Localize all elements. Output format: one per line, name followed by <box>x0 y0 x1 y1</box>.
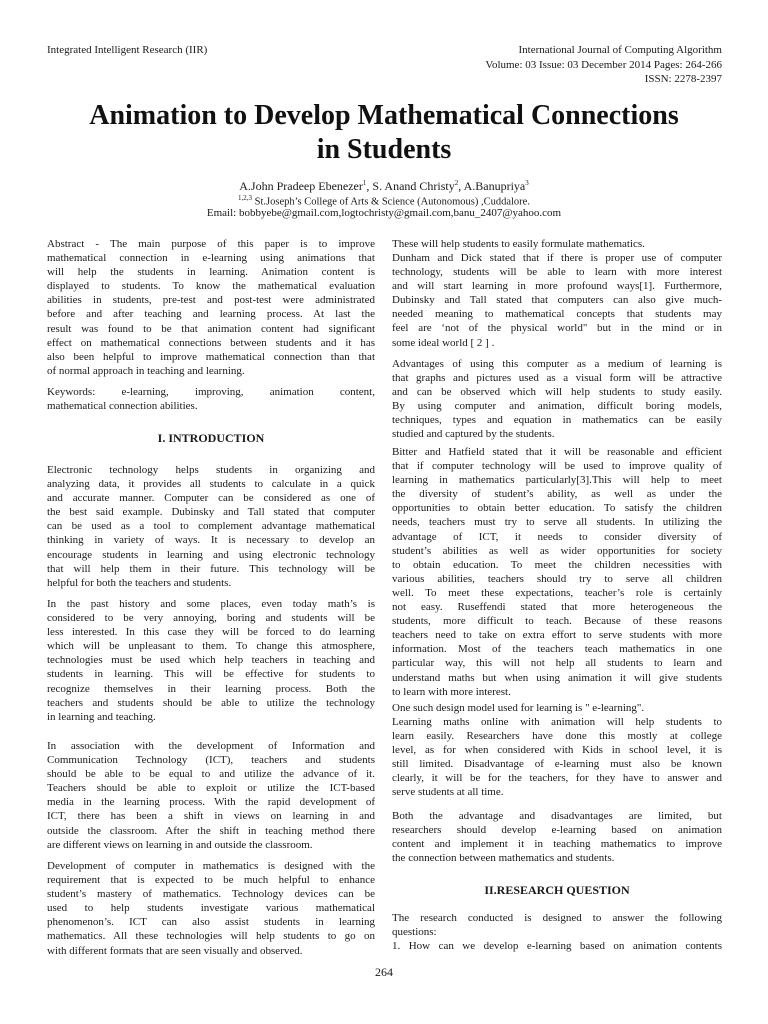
text-line: will help the students in learning. Animation content is <box>47 266 375 279</box>
text-line: student’s abilities as well as wider opportunities for society <box>392 544 722 557</box>
text-line: with different formats that are seen visually and observed. <box>47 944 303 957</box>
text-line: should be able to be equal to and utilize the advance of it. <box>47 768 375 781</box>
text-line: considered to be very annoying, boring and students will be <box>47 612 375 625</box>
affiliation-text: St.Joseph’s College of Arts & Science (Autonomous) ,Cuddalore. <box>252 196 530 208</box>
section-heading-research-question: II.RESEARCH QUESTION <box>484 883 630 897</box>
text-line: before and after teaching and learning process. At last the <box>47 308 375 321</box>
text-line: By using computer and animation, difficult boring models, <box>392 400 722 413</box>
text-line: Both the advantage and disadvantages are limited, but <box>392 810 722 822</box>
text-line: students in learning. This will be effective for students to <box>47 668 375 681</box>
text-line: and accurate manner. Computer can be considered as one of <box>47 492 375 505</box>
text-line: well. To meet these expectations, teacher’s role is certainly <box>392 586 722 599</box>
author-1: A.John Pradeep Ebenezer <box>239 179 363 193</box>
journal-name: International Journal of Computing Algorithm <box>518 44 722 56</box>
text-line: requirement that is expected to be much helpful to enhance <box>47 874 375 887</box>
text-line: the best said example. Dubinsky and Tall stated that computer <box>47 506 375 519</box>
paragraph <box>392 251 722 350</box>
text-line: to obtain education. To meet the children necessities with <box>392 558 722 571</box>
text-line: ICT, there has been a shift in views on learning in and <box>47 810 375 823</box>
text-line: opportunities to obtain better education. To satisfy the children <box>392 502 722 515</box>
paragraph <box>392 445 722 699</box>
author-3-sup: 3 <box>525 179 529 187</box>
paragraph <box>47 859 375 958</box>
text-line: particular way, this will not help all students to learn and <box>392 657 722 670</box>
text-line: Keywords: e-learning, improving, animation content, <box>47 386 375 398</box>
paragraph <box>392 237 722 251</box>
paragraph <box>392 357 722 442</box>
paper-title <box>0 99 768 167</box>
text-line: the connection between mathematics and students. <box>392 852 615 865</box>
text-line: of normal approach in teaching and learning. <box>47 364 245 377</box>
text-line: needed meaning to mathematical concepts that students may <box>392 308 722 321</box>
text-line: the diversity of student’s ability, as well as under the <box>392 488 722 501</box>
text-line: can be used as a tool to complement advantage mathematical <box>47 520 375 533</box>
text-line: studied and captured by the students. <box>392 428 555 441</box>
text-line: media in the learning process. With the rapid development of <box>47 796 375 809</box>
text-line: in learning and teaching. <box>47 710 156 723</box>
text-line: that will help them in their future. This technology will be <box>47 562 375 575</box>
paragraph <box>392 715 722 800</box>
text-line: Teachers should be able to exploit or utilize the ICT-based <box>47 782 375 795</box>
running-header-left: Integrated Intelligent Research (IIR) <box>47 44 208 56</box>
text-line: students, more difficult to teach. Because of these reasons <box>392 615 722 628</box>
text-line: student’s mastery of mathematics. Technology devices can be <box>47 888 375 901</box>
text-line: outside the classroom. After the shift in teaching method there <box>47 824 375 837</box>
page-number: 264 <box>375 965 393 979</box>
text-line: analyzing data, it provides all students to calculate in a quick <box>47 478 375 491</box>
keywords <box>47 385 375 413</box>
text-line: mathematics. All these technologies will help students to go on <box>47 930 375 943</box>
text-line: The research conducted is designed to answer the following <box>392 912 722 924</box>
text-line: recognize themselves in their learning process. Both the <box>47 682 375 695</box>
author-2: , S. Anand Christy <box>366 179 455 193</box>
text-line: effect on mathematical connections between students and it has <box>47 336 375 349</box>
text-line: to learn with more interest. <box>392 685 511 698</box>
text-line: Bitter and Hatfield stated that it will be reasonable and efficient <box>392 446 722 458</box>
text-line: researchers should develop e-learning based on animation <box>392 824 722 837</box>
text-line: Communication Technology (ICT), teachers and students <box>47 754 375 767</box>
text-line: clearly, it will be for the teachers, for they have to answer and <box>392 772 722 785</box>
text-line: In the past history and some places, even today math’s is <box>47 598 375 610</box>
issn: ISSN: 2278-2397 <box>644 73 722 85</box>
text-line: understand maths but when using animation it will give students <box>392 671 722 684</box>
paragraph <box>47 463 375 590</box>
author-list <box>0 179 768 194</box>
text-line: techniques, types and equation in mathematics can be easily <box>392 414 722 427</box>
text-line: questions: <box>392 926 437 939</box>
text-line: used to help students investigate various mathematical <box>47 902 375 915</box>
text-line: phenomenon’s. ICT can also assist students in learning <box>47 916 375 929</box>
text-line: also been helpful to improve mathematical connection than that <box>47 350 375 363</box>
paragraph <box>392 911 722 939</box>
text-line: learning in mathematics particularly[3].This will help to meet <box>392 474 722 487</box>
author-2-sup: 2 <box>454 179 459 187</box>
text-line: Electronic technology helps students in organizing and <box>47 464 375 476</box>
text-line: displayed to students. To know the mathematical evaluation <box>47 280 375 293</box>
title-line-1: Animation to Develop Mathematical Connections <box>89 100 679 131</box>
text-line: are different views on learning in and outside the classroom. <box>47 838 313 851</box>
text-line: teachers need to take on extra effort to serve students with more <box>392 629 722 642</box>
text-line: and will start learning in more profound ways[1]. Furthermore, <box>392 280 722 293</box>
text-line: In association with the development of Information and <box>47 740 375 752</box>
text-line: abilities in students, pre-test and post-test were administrated <box>47 294 375 307</box>
text-line: various abilities, teachers should try to serve all children <box>392 572 722 585</box>
paragraph <box>392 701 722 715</box>
author-emails: Email: bobbyebe@gmail.com,logtochristy@gmail.com,banu_2407@yahoo.com <box>206 207 562 219</box>
affiliation-sup: 1,2,3 <box>238 194 253 202</box>
text-line: feel are ‘not of the physical world" but in the mind or in <box>392 322 722 335</box>
text-line: technology, students will be able to learn with more interest <box>392 266 722 279</box>
text-line: technologies must be used which help teachers in teaching and <box>47 654 375 667</box>
text-line: helpful for both the teachers and students. <box>47 576 232 589</box>
text-line: information. Most of the teachers teach mathematics in one <box>392 643 722 656</box>
paragraph <box>392 809 722 865</box>
text-line: not easy. Ruseffendi stated that more heterogeneous the <box>392 601 722 614</box>
text-line: mathematical connection abilities. <box>47 400 198 413</box>
paragraph <box>47 597 375 724</box>
text-line: One such design model used for learning is " e-learning". <box>392 702 645 714</box>
text-line: content and implement it in teaching mathematics to improve <box>392 838 722 851</box>
text-line: Dunham and Dick stated that if there is proper use of computer <box>392 252 722 264</box>
text-line: result was found to be that animation content had significant <box>47 322 375 335</box>
text-line: needs, teachers must try to serve all students. In utilizing the <box>392 516 722 529</box>
text-line: Learning maths online with animation will help students to <box>392 716 722 728</box>
section-heading-introduction: I. INTRODUCTION <box>157 431 265 445</box>
text-line: Advantages of using this computer as a medium of learning is <box>392 358 722 370</box>
text-line: learn easily. Researchers have done this mostly at college <box>392 730 722 743</box>
text-line: and can be observed which will help students to study easily. <box>392 386 722 399</box>
text-line: Dubinsky and Tall stated that computers can also give much- <box>392 294 722 307</box>
author-1-sup: 1 <box>362 179 367 187</box>
text-line: serve students at all time. <box>392 786 504 799</box>
text-line: still limited. Disadvantage of e-learning must also be known <box>392 758 722 771</box>
text-line: 1. How can we develop e-learning based on animation contents <box>392 940 722 952</box>
text-line: Development of computer in mathematics is designed with the <box>47 860 375 872</box>
author-3: , A.Banupriya <box>458 179 526 193</box>
title-line-2: in Students <box>316 134 452 165</box>
text-line: encourage students in learning and using electronic technology <box>47 548 375 561</box>
text-line: These will help students to easily formulate mathematics. <box>392 238 645 250</box>
volume-info: Volume: 03 Issue: 03 December 2014 Pages: 264-266 <box>485 58 722 71</box>
text-line: that if computer technology will be used to improve quality of <box>392 460 722 473</box>
text-line: that graphs and pictures used as a visual form will be attractive <box>392 372 722 385</box>
paragraph <box>47 739 375 852</box>
text-line: less interested. In this case they will be forced to do learning <box>47 626 375 639</box>
abstract <box>47 237 375 378</box>
research-question-1 <box>392 939 722 953</box>
text-line: advantage of ICT, it needs to consider diversity of <box>392 530 722 543</box>
text-line: teachers and students should be able to utilize the technology <box>47 696 375 709</box>
text-line: some ideal world [ 2 ] . <box>392 336 495 349</box>
text-line: thinking in variety of ways. It is necessary to develop an <box>47 534 375 547</box>
affiliation <box>0 194 768 208</box>
text-line: mathematical connection in e-learning using animations that <box>47 252 375 265</box>
text-line: which will be unpleasant to them. To change this atmosphere, <box>47 640 375 653</box>
text-line: level, as for when considered with Kids in school level, it is <box>392 744 722 757</box>
text-line: Abstract - The main purpose of this paper is to improve <box>47 238 375 250</box>
running-header-right <box>485 43 722 87</box>
